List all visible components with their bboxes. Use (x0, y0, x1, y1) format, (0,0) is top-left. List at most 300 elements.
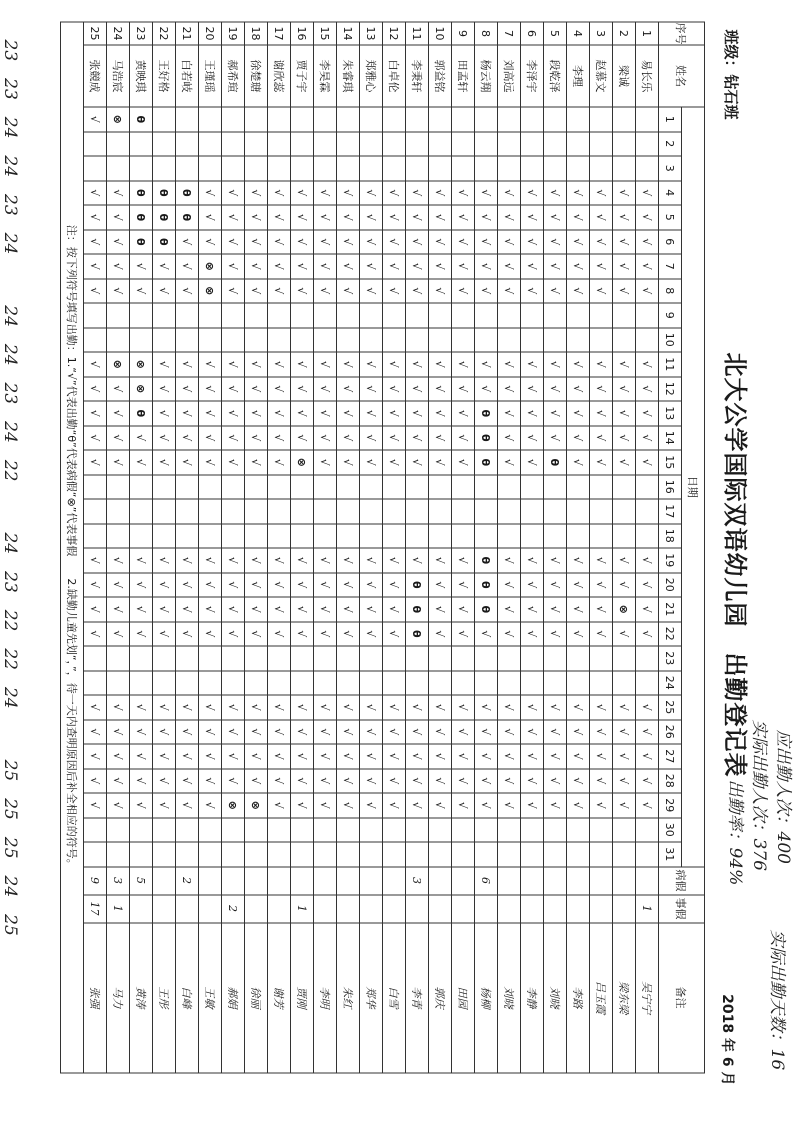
row-index: 2 (613, 22, 636, 45)
attendance-cell (590, 107, 613, 132)
attendance-cell: √ (314, 597, 337, 622)
attendance-cell: ⊗ (130, 377, 153, 402)
attendance-cell (452, 842, 475, 867)
attendance-cell: √ (636, 352, 659, 377)
personal-count: 17 (84, 895, 107, 923)
attendance-cell: √ (452, 548, 475, 573)
attendance-cell: √ (406, 793, 429, 818)
attendance-cell (475, 303, 498, 328)
attendance-cell (498, 671, 521, 696)
attendance-cell: √ (475, 377, 498, 402)
student-name: 白卓伦 (383, 45, 406, 107)
attendance-cell (291, 499, 314, 524)
attendance-cell: √ (429, 548, 452, 573)
attendance-cell: √ (107, 744, 130, 769)
attendance-cell: √ (314, 401, 337, 426)
attendance-cell (268, 132, 291, 157)
attendance-cell (383, 107, 406, 132)
attendance-cell (314, 671, 337, 696)
attendance-cell: √ (199, 597, 222, 622)
attendance-cell (567, 524, 590, 549)
attendance-cell (567, 499, 590, 524)
day-header: 13 (659, 401, 682, 426)
attendance-cell (245, 818, 268, 843)
attendance-cell: √ (636, 573, 659, 598)
attendance-cell: √ (360, 793, 383, 818)
attendance-cell: √ (222, 181, 245, 206)
attendance-cell (406, 671, 429, 696)
attendance-cell: √ (176, 573, 199, 598)
attendance-cell (176, 842, 199, 867)
attendance-cell: √ (360, 279, 383, 304)
attendance-cell (406, 646, 429, 671)
attendance-cell: √ (636, 744, 659, 769)
day-header: 30 (659, 818, 682, 843)
attendance-cell (153, 132, 176, 157)
sick-count (153, 867, 176, 895)
attendance-cell: √ (521, 695, 544, 720)
table-row (590, 22, 613, 1073)
attendance-cell (567, 132, 590, 157)
attendance-cell: √ (567, 401, 590, 426)
attendance-cell: √ (314, 720, 337, 745)
handwritten-required: 应出勤人次：400 (773, 729, 793, 864)
attendance-cell: √ (567, 597, 590, 622)
day-header: 4 (659, 181, 682, 206)
attendance-cell: √ (84, 352, 107, 377)
attendance-cell: √ (383, 573, 406, 598)
attendance-cell: √ (199, 352, 222, 377)
attendance-cell: √ (176, 401, 199, 426)
attendance-cell: √ (245, 254, 268, 279)
attendance-cell (222, 303, 245, 328)
student-name: 李昊霖 (314, 45, 337, 107)
personal-count (360, 895, 383, 923)
attendance-cell: √ (360, 181, 383, 206)
attendance-cell: √ (245, 597, 268, 622)
attendance-cell: √ (521, 426, 544, 451)
attendance-cell (337, 524, 360, 549)
row-index: 11 (406, 22, 429, 45)
personal-count (475, 895, 498, 923)
attendance-cell: √ (613, 720, 636, 745)
attendance-cell: √ (107, 573, 130, 598)
attendance-cell: √ (613, 377, 636, 402)
attendance-cell (383, 671, 406, 696)
attendance-cell: √ (360, 744, 383, 769)
attendance-cell: √ (590, 181, 613, 206)
attendance-cell: √ (521, 230, 544, 255)
attendance-cell (521, 156, 544, 181)
attendance-cell: √ (636, 769, 659, 794)
attendance-cell: √ (176, 695, 199, 720)
attendance-cell: √ (153, 254, 176, 279)
attendance-cell: √ (498, 744, 521, 769)
day-header: 10 (659, 328, 682, 353)
attendance-cell: √ (337, 230, 360, 255)
attendance-cell: √ (498, 548, 521, 573)
attendance-cell (153, 524, 176, 549)
attendance-cell: √ (222, 769, 245, 794)
attendance-cell (107, 842, 130, 867)
attendance-cell (176, 524, 199, 549)
sick-count (314, 867, 337, 895)
attendance-cell: √ (314, 377, 337, 402)
attendance-cell (360, 475, 383, 500)
attendance-cell (383, 132, 406, 157)
attendance-cell (176, 475, 199, 500)
attendance-cell (452, 499, 475, 524)
row-index: 15 (314, 22, 337, 45)
attendance-cell: √ (199, 769, 222, 794)
day-header: 23 (659, 646, 682, 671)
attendance-cell: √ (498, 254, 521, 279)
attendance-cell (452, 671, 475, 696)
personal-count (544, 895, 567, 923)
note-row (61, 22, 84, 1073)
attendance-cell: √ (383, 622, 406, 647)
attendance-cell: √ (268, 720, 291, 745)
attendance-cell (268, 107, 291, 132)
attendance-cell (360, 328, 383, 353)
attendance-cell: √ (452, 622, 475, 647)
attendance-cell: √ (360, 401, 383, 426)
attendance-cell: θ (153, 181, 176, 206)
attendance-cell (222, 499, 245, 524)
attendance-cell: √ (383, 548, 406, 573)
personal-count (590, 895, 613, 923)
attendance-cell: √ (590, 352, 613, 377)
attendance-cell: √ (337, 744, 360, 769)
attendance-cell: √ (268, 769, 291, 794)
attendance-cell (590, 524, 613, 549)
attendance-cell: √ (176, 377, 199, 402)
sick-count (337, 867, 360, 895)
attendance-cell: √ (475, 622, 498, 647)
personal-count (176, 895, 199, 923)
attendance-cell (291, 524, 314, 549)
attendance-cell: √ (199, 205, 222, 230)
attendance-cell: √ (107, 205, 130, 230)
attendance-cell: √ (222, 720, 245, 745)
attendance-cell (544, 328, 567, 353)
attendance-cell (153, 499, 176, 524)
attendance-cell: √ (153, 548, 176, 573)
remark-header: 备注 (659, 923, 705, 1073)
day-header: 11 (659, 352, 682, 377)
student-name: 杨云翔 (475, 45, 498, 107)
attendance-cell: √ (613, 279, 636, 304)
attendance-cell: √ (222, 377, 245, 402)
remark: 郑华 (360, 923, 383, 1073)
attendance-cell (84, 303, 107, 328)
table-row (567, 22, 590, 1073)
sheet-header (705, 0, 800, 1131)
attendance-cell (429, 303, 452, 328)
attendance-cell (199, 499, 222, 524)
attendance-cell (567, 646, 590, 671)
attendance-cell (498, 303, 521, 328)
attendance-cell: √ (291, 254, 314, 279)
day-header: 9 (659, 303, 682, 328)
attendance-cell (360, 499, 383, 524)
attendance-cell: √ (84, 401, 107, 426)
attendance-cell: √ (130, 695, 153, 720)
attendance-cell: √ (314, 744, 337, 769)
attendance-cell (383, 328, 406, 353)
attendance-cell (314, 842, 337, 867)
attendance-cell: √ (498, 622, 521, 647)
row-index: 3 (590, 22, 613, 45)
attendance-cell (153, 156, 176, 181)
page-title: 北大公学国际双语幼儿园 出勤登记表 (721, 352, 749, 778)
attendance-cell: √ (383, 450, 406, 475)
attendance-cell: √ (291, 279, 314, 304)
attendance-cell (406, 842, 429, 867)
attendance-cell: √ (222, 450, 245, 475)
attendance-cell: √ (429, 181, 452, 206)
attendance-cell: √ (521, 573, 544, 598)
attendance-cell (567, 303, 590, 328)
attendance-cell: √ (268, 377, 291, 402)
attendance-cell: ⊗ (245, 793, 268, 818)
attendance-cell: √ (383, 230, 406, 255)
sick-count (590, 867, 613, 895)
attendance-cell (176, 646, 199, 671)
attendance-cell: √ (153, 401, 176, 426)
class-label: 班级：钻石班 (722, 29, 740, 120)
attendance-cell: √ (498, 793, 521, 818)
attendance-cell: √ (153, 450, 176, 475)
attendance-cell: √ (314, 230, 337, 255)
attendance-cell (268, 499, 291, 524)
attendance-cell: √ (337, 548, 360, 573)
attendance-cell: √ (636, 695, 659, 720)
attendance-cell (429, 499, 452, 524)
attendance-cell (383, 303, 406, 328)
attendance-cell: √ (222, 205, 245, 230)
sick-count: 5 (130, 867, 153, 895)
handwritten-daily-totals: 23 23 24 24 23 24 24 24 23 24 22 24 23 22 22 24 25 25 25 24 25 (0, 39, 20, 936)
attendance-cell: θ (475, 597, 498, 622)
sick-count (636, 867, 659, 895)
attendance-cell (107, 499, 130, 524)
attendance-cell: √ (291, 597, 314, 622)
attendance-cell (406, 475, 429, 500)
attendance-cell: √ (153, 720, 176, 745)
row-index: 24 (107, 22, 130, 45)
attendance-cell: √ (176, 548, 199, 573)
attendance-cell: √ (291, 181, 314, 206)
table-row (429, 22, 452, 1073)
row-index: 10 (429, 22, 452, 45)
attendance-cell: √ (291, 548, 314, 573)
personal-count (245, 895, 268, 923)
attendance-cell: ⊗ (130, 352, 153, 377)
attendance-cell: √ (245, 769, 268, 794)
day-header: 5 (659, 205, 682, 230)
attendance-cell: √ (590, 573, 613, 598)
row-index: 17 (268, 22, 291, 45)
attendance-cell: √ (199, 793, 222, 818)
attendance-cell: √ (567, 377, 590, 402)
attendance-cell (475, 107, 498, 132)
sick-count (199, 867, 222, 895)
attendance-cell: √ (498, 695, 521, 720)
attendance-cell: √ (360, 450, 383, 475)
attendance-cell: √ (291, 793, 314, 818)
attendance-cell: √ (567, 769, 590, 794)
remark: 白峰 (176, 923, 199, 1073)
attendance-cell: √ (314, 254, 337, 279)
attendance-cell: √ (337, 181, 360, 206)
attendance-cell: √ (199, 695, 222, 720)
attendance-cell (222, 132, 245, 157)
attendance-cell (337, 671, 360, 696)
attendance-cell: √ (176, 769, 199, 794)
attendance-cell (153, 328, 176, 353)
index-header: 序号 (659, 22, 705, 45)
attendance-cell: √ (544, 769, 567, 794)
attendance-cell: √ (107, 426, 130, 451)
attendance-cell: √ (544, 377, 567, 402)
attendance-cell: √ (475, 205, 498, 230)
attendance-cell: √ (406, 720, 429, 745)
attendance-cell: √ (291, 230, 314, 255)
attendance-cell: √ (84, 279, 107, 304)
attendance-cell (245, 646, 268, 671)
attendance-cell (406, 303, 429, 328)
attendance-cell: √ (567, 695, 590, 720)
attendance-cell: √ (613, 181, 636, 206)
attendance-cell: √ (521, 205, 544, 230)
attendance-cell: √ (406, 450, 429, 475)
attendance-cell (314, 328, 337, 353)
attendance-cell (590, 646, 613, 671)
remark: 贾刚 (291, 923, 314, 1073)
attendance-cell (383, 499, 406, 524)
attendance-cell (452, 132, 475, 157)
remark: 郝娟 (222, 923, 245, 1073)
attendance-cell: √ (84, 622, 107, 647)
attendance-cell: √ (406, 254, 429, 279)
day-header: 16 (659, 475, 682, 500)
attendance-cell (429, 671, 452, 696)
attendance-cell (84, 132, 107, 157)
row-index: 19 (222, 22, 245, 45)
attendance-cell: √ (107, 377, 130, 402)
attendance-cell: √ (153, 695, 176, 720)
date-label: 2018 年 6 月 (719, 994, 735, 1086)
attendance-cell: √ (130, 769, 153, 794)
attendance-cell (153, 107, 176, 132)
attendance-cell: √ (521, 377, 544, 402)
attendance-cell: √ (153, 573, 176, 598)
attendance-cell (360, 107, 383, 132)
attendance-cell (245, 156, 268, 181)
attendance-cell: √ (314, 793, 337, 818)
attendance-cell: √ (544, 695, 567, 720)
attendance-cell (245, 328, 268, 353)
attendance-cell: √ (613, 744, 636, 769)
attendance-cell (498, 818, 521, 843)
attendance-cell (314, 499, 337, 524)
table-row (268, 22, 291, 1073)
attendance-cell (429, 475, 452, 500)
attendance-cell: θ (475, 450, 498, 475)
attendance-cell: √ (544, 622, 567, 647)
attendance-cell: √ (636, 205, 659, 230)
remark: 朱红 (337, 923, 360, 1073)
attendance-cell: √ (337, 622, 360, 647)
table-row (475, 22, 498, 1073)
attendance-cell (130, 842, 153, 867)
attendance-cell: √ (291, 205, 314, 230)
attendance-cell: ⊗ (107, 107, 130, 132)
attendance-cell: √ (245, 230, 268, 255)
attendance-cell: √ (498, 720, 521, 745)
handwritten-actual: 实际出勤人次：376 (749, 719, 769, 871)
student-name: 段乾泽 (544, 45, 567, 107)
attendance-cell: √ (130, 622, 153, 647)
attendance-cell: √ (176, 744, 199, 769)
row-index: 21 (176, 22, 199, 45)
attendance-cell: √ (521, 769, 544, 794)
attendance-cell: √ (429, 450, 452, 475)
day-header: 12 (659, 377, 682, 402)
attendance-cell: √ (429, 205, 452, 230)
attendance-cell: √ (199, 230, 222, 255)
attendance-cell: √ (176, 352, 199, 377)
student-name: 郭益铭 (429, 45, 452, 107)
attendance-cell (199, 475, 222, 500)
table-row (153, 22, 176, 1073)
attendance-cell: √ (107, 548, 130, 573)
attendance-cell: √ (268, 450, 291, 475)
attendance-cell: √ (222, 622, 245, 647)
attendance-cell: √ (452, 352, 475, 377)
attendance-cell (498, 646, 521, 671)
attendance-cell (291, 646, 314, 671)
attendance-cell (222, 818, 245, 843)
attendance-cell (222, 646, 245, 671)
attendance-cell: √ (84, 597, 107, 622)
remark: 王彤 (153, 923, 176, 1073)
attendance-cell: √ (452, 450, 475, 475)
attendance-cell: √ (406, 279, 429, 304)
attendance-cell (291, 328, 314, 353)
attendance-cell: √ (314, 279, 337, 304)
remark: 黄涛 (130, 923, 153, 1073)
attendance-cell (590, 475, 613, 500)
attendance-cell: √ (429, 401, 452, 426)
attendance-cell: √ (429, 720, 452, 745)
attendance-cell: √ (590, 744, 613, 769)
attendance-cell (268, 646, 291, 671)
personal-count (130, 895, 153, 923)
table-row (291, 22, 314, 1073)
day-header: 26 (659, 720, 682, 745)
attendance-cell: √ (383, 744, 406, 769)
attendance-cell: √ (176, 279, 199, 304)
attendance-cell: √ (245, 744, 268, 769)
attendance-cell: √ (222, 426, 245, 451)
attendance-cell (613, 524, 636, 549)
remark: 李青 (406, 923, 429, 1073)
attendance-cell (314, 303, 337, 328)
attendance-cell (130, 671, 153, 696)
attendance-cell: √ (544, 401, 567, 426)
